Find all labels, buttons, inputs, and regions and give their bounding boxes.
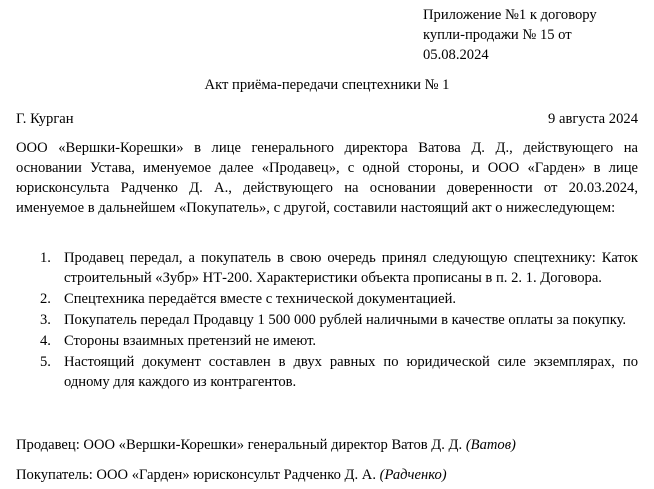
buyer-signature: (Радченко): [379, 467, 447, 483]
terms-list: [16, 248, 638, 393]
list-item-number: 1.: [40, 250, 51, 266]
seller-signature: (Ватов): [465, 437, 516, 453]
city: Г. Курган: [16, 111, 74, 127]
document-title: Акт приёма-передачи спецтехники № 1: [204, 77, 450, 93]
list-item: [16, 331, 638, 351]
list-item-text: Настоящий документ составлен в двух равных по юридической силе экземплярах, по одному для каждого из контрагентов.: [64, 354, 638, 390]
list-item-text: Продавец передал, а покупатель в свою очередь принял следующую спецтехнику: Каток строительный «Зубр» НТ-200. Характеристики объекта прописаны в п. 2. 1. Договора.: [64, 250, 638, 286]
seller-signature-line: [16, 435, 638, 455]
list-item-text: Покупатель передал Продавцу 1 500 000 рублей наличными в качестве оплаты за покупку.: [64, 312, 627, 328]
list-item: [16, 310, 638, 330]
appendix-note: [423, 5, 637, 65]
buyer-signature-text: Покупатель: ООО «Гарден» юрисконсульт Радченко Д. А.: [16, 467, 380, 483]
list-item-number: 3.: [40, 312, 51, 328]
list-item-text: Спецтехника передаётся вместе с технической документацией.: [64, 291, 457, 307]
appendix-line-1: Приложение №1 к договору: [423, 7, 597, 23]
list-item-number: 5.: [40, 354, 51, 370]
list-item: [16, 352, 638, 392]
buyer-signature-line: [16, 465, 638, 485]
document-date: 9 августа 2024: [548, 111, 638, 127]
seller-signature-text: Продавец: ООО «Вершки-Корешки» генеральный директор Ватов Д. Д.: [16, 437, 466, 453]
list-item-text: Стороны взаимных претензий не имеют.: [64, 333, 316, 349]
list-item-number: 2.: [40, 291, 51, 307]
list-item-number: 4.: [40, 333, 51, 349]
city-date-line: [16, 109, 638, 129]
intro-paragraph: ООО «Вершки-Корешки» в лице генерального директора Ватова Д. Д., действующего на основании Устава, именуемое далее «Продавец», с одной стороны, и ООО «Гарден» в лице юрисконсульта Радченко Д. А., действующего на основании доверенности от 20.03.2024, именуемое в дальнейшем «Покупатель», с другой, составили настоящий акт о нижеследующем:: [16, 140, 638, 216]
list-item: [16, 248, 638, 288]
list-item: [16, 289, 638, 309]
appendix-line-2: купли-продажи № 15 от: [423, 27, 572, 43]
appendix-line-3: 05.08.2024: [423, 47, 489, 63]
